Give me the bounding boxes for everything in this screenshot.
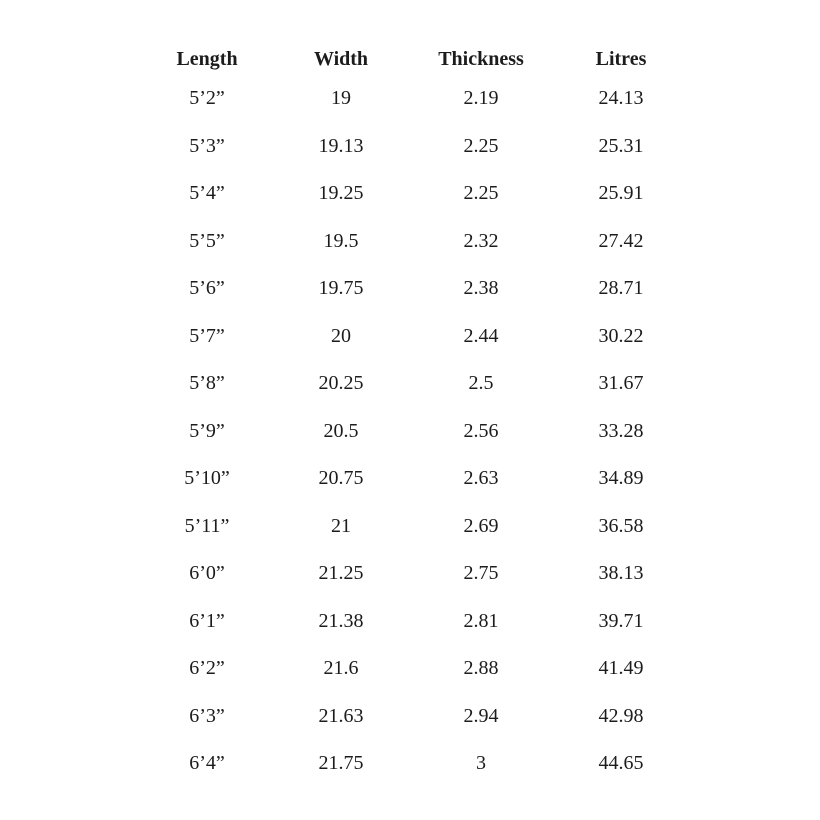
table-cell: 41.49 xyxy=(598,657,644,680)
table-cell: 2.25 xyxy=(463,182,499,205)
table-row xyxy=(140,455,688,503)
table-cell: 2.38 xyxy=(463,277,499,300)
table-row xyxy=(140,740,688,788)
table-cell: 2.19 xyxy=(463,87,499,110)
table-row xyxy=(140,693,688,741)
table-cell: 21 xyxy=(331,514,351,537)
table-cell: 21.75 xyxy=(318,752,364,775)
table-cell: 2.5 xyxy=(468,372,494,395)
table-cell: 3 xyxy=(476,752,486,775)
table-cell: 2.94 xyxy=(463,704,499,727)
table-cell: 21.63 xyxy=(318,704,364,727)
table-cell: 20.75 xyxy=(318,467,364,490)
table-row xyxy=(140,123,688,171)
surfboard-volume-table xyxy=(140,44,688,788)
table-cell: 31.67 xyxy=(598,372,644,395)
table-cell: 33.28 xyxy=(598,419,644,442)
table-cell: 19.25 xyxy=(318,182,364,205)
table-cell: 44.65 xyxy=(598,752,644,775)
table-cell: 2.69 xyxy=(463,514,499,537)
table-cell: 25.91 xyxy=(598,182,644,205)
table-cell: 2.75 xyxy=(463,562,499,585)
table-cell: 27.42 xyxy=(598,229,644,252)
column-header-litres: Litres xyxy=(595,48,647,70)
table-body xyxy=(140,75,688,788)
table-cell: 6’0” xyxy=(189,562,225,585)
table-row xyxy=(140,550,688,598)
table-row xyxy=(140,218,688,266)
table-row xyxy=(140,645,688,693)
table-cell: 19.5 xyxy=(323,229,359,252)
table-cell: 24.13 xyxy=(598,87,644,110)
table-row xyxy=(140,503,688,551)
table-cell: 5’4” xyxy=(189,182,225,205)
table-cell: 2.88 xyxy=(463,657,499,680)
table-cell: 21.6 xyxy=(323,657,359,680)
table-cell: 5’5” xyxy=(189,229,225,252)
table-row xyxy=(140,313,688,361)
table-cell: 38.13 xyxy=(598,562,644,585)
table-cell: 6’2” xyxy=(189,657,225,680)
table-row xyxy=(140,75,688,123)
table-cell: 5’7” xyxy=(189,324,225,347)
table-cell: 34.89 xyxy=(598,467,644,490)
table-cell: 5’3” xyxy=(189,134,225,157)
table-cell: 6’3” xyxy=(189,704,225,727)
table-cell: 19 xyxy=(331,87,351,110)
table-cell: 5’9” xyxy=(189,419,225,442)
table-row xyxy=(140,360,688,408)
table-cell: 6’4” xyxy=(189,752,225,775)
table-cell: 2.25 xyxy=(463,134,499,157)
table-cell: 5’8” xyxy=(189,372,225,395)
table-cell: 39.71 xyxy=(598,609,644,632)
table-cell: 21.25 xyxy=(318,562,364,585)
table-cell: 2.81 xyxy=(463,609,499,632)
table-cell: 5’11” xyxy=(184,514,230,537)
table-row xyxy=(140,170,688,218)
table-cell: 2.32 xyxy=(463,229,499,252)
table-row xyxy=(140,598,688,646)
table-cell: 6’1” xyxy=(189,609,225,632)
table-cell: 28.71 xyxy=(598,277,644,300)
table-cell: 20 xyxy=(331,324,351,347)
table-cell: 2.44 xyxy=(463,324,499,347)
table-cell: 42.98 xyxy=(598,704,644,727)
table-cell: 20.25 xyxy=(318,372,364,395)
table-cell: 36.58 xyxy=(598,514,644,537)
table-row xyxy=(140,408,688,456)
table-cell: 19.75 xyxy=(318,277,364,300)
column-header-thickness: Thickness xyxy=(438,48,524,70)
header-row xyxy=(140,44,688,75)
table-cell: 2.56 xyxy=(463,419,499,442)
table-cell: 19.13 xyxy=(318,134,364,157)
table-cell: 20.5 xyxy=(323,419,359,442)
table-row xyxy=(140,265,688,313)
table-cell: 30.22 xyxy=(598,324,644,347)
table-cell: 21.38 xyxy=(318,609,364,632)
table-cell: 25.31 xyxy=(598,134,644,157)
table-cell: 2.63 xyxy=(463,467,499,490)
column-header-width: Width xyxy=(313,48,369,70)
table-cell: 5’6” xyxy=(189,277,225,300)
table-cell: 5’2” xyxy=(189,87,225,110)
column-header-length: Length xyxy=(176,48,238,70)
table-cell: 5’10” xyxy=(184,467,230,490)
